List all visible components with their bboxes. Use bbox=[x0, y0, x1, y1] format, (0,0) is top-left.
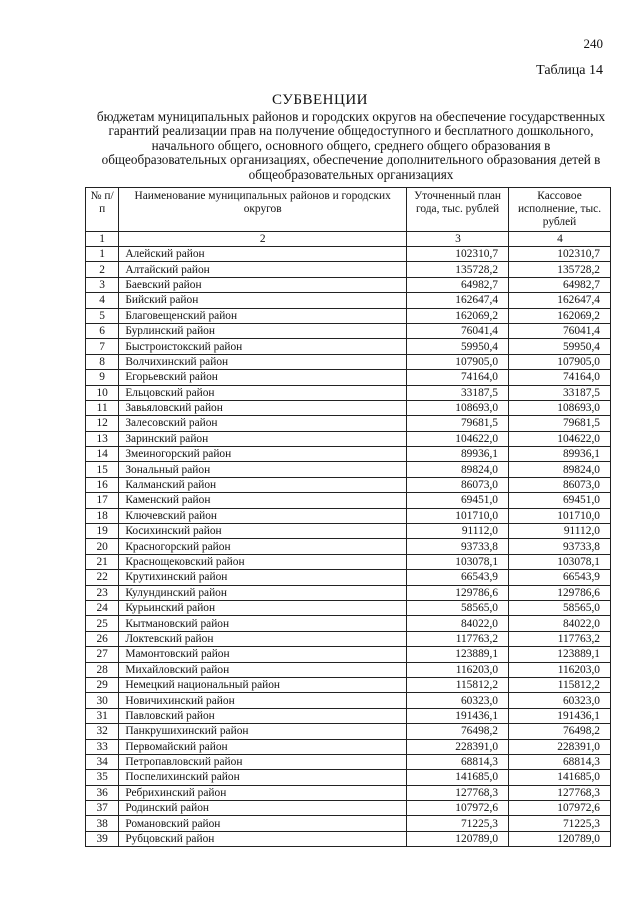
district-name: Курьинский район bbox=[119, 600, 407, 615]
district-name: Ребрихинский район bbox=[119, 785, 407, 800]
table-row bbox=[86, 323, 611, 338]
plan-value: 107972,6 bbox=[407, 801, 509, 816]
plan-value: 102310,7 bbox=[407, 247, 509, 262]
row-number: 30 bbox=[86, 693, 119, 708]
table-row bbox=[86, 647, 611, 662]
plan-value: 79681,5 bbox=[407, 416, 509, 431]
row-number: 23 bbox=[86, 585, 119, 600]
row-number: 9 bbox=[86, 370, 119, 385]
table-row bbox=[86, 785, 611, 800]
district-name: Петропавловский район bbox=[119, 754, 407, 769]
district-name: Егорьевский район bbox=[119, 370, 407, 385]
execution-value: 115812,2 bbox=[509, 677, 611, 692]
table-row bbox=[86, 616, 611, 631]
execution-value: 228391,0 bbox=[509, 739, 611, 754]
table-row bbox=[86, 477, 611, 492]
plan-value: 89936,1 bbox=[407, 447, 509, 462]
plan-value: 58565,0 bbox=[407, 600, 509, 615]
table-row bbox=[86, 262, 611, 277]
district-name: Поспелихинский район bbox=[119, 770, 407, 785]
plan-value: 191436,1 bbox=[407, 708, 509, 723]
row-number: 26 bbox=[86, 631, 119, 646]
table-row bbox=[86, 493, 611, 508]
district-name: Мамонтовский район bbox=[119, 647, 407, 662]
district-name: Павловский район bbox=[119, 708, 407, 723]
execution-value: 107972,6 bbox=[509, 801, 611, 816]
row-number: 13 bbox=[86, 431, 119, 446]
plan-value: 33187,5 bbox=[407, 385, 509, 400]
district-name: Красногорский район bbox=[119, 539, 407, 554]
district-name: Каменский район bbox=[119, 493, 407, 508]
document-title: СУБВЕНЦИИ bbox=[271, 92, 369, 108]
district-name: Алейский район bbox=[119, 247, 407, 262]
plan-value: 141685,0 bbox=[407, 770, 509, 785]
row-number: 20 bbox=[86, 539, 119, 554]
plan-value: 68814,3 bbox=[407, 754, 509, 769]
district-name: Залесовский район bbox=[119, 416, 407, 431]
table-row bbox=[86, 524, 611, 539]
row-number: 5 bbox=[86, 308, 119, 323]
row-number: 27 bbox=[86, 647, 119, 662]
district-name: Ельцовский район bbox=[119, 385, 407, 400]
row-number: 15 bbox=[86, 462, 119, 477]
page-number: 240 bbox=[583, 36, 603, 51]
plan-value: 123889,1 bbox=[407, 647, 509, 662]
table-row bbox=[86, 570, 611, 585]
plan-value: 59950,4 bbox=[407, 339, 509, 354]
row-number: 36 bbox=[86, 785, 119, 800]
row-number: 6 bbox=[86, 323, 119, 338]
table-row bbox=[86, 739, 611, 754]
plan-value: 60323,0 bbox=[407, 693, 509, 708]
row-number: 22 bbox=[86, 570, 119, 585]
plan-value: 69451,0 bbox=[407, 493, 509, 508]
table-row bbox=[86, 631, 611, 646]
table-row bbox=[86, 416, 611, 431]
district-name: Крутихинский район bbox=[119, 570, 407, 585]
table-row bbox=[86, 539, 611, 554]
execution-value: 102310,7 bbox=[509, 247, 611, 262]
district-name: Зональный район bbox=[119, 462, 407, 477]
plan-value: 127768,3 bbox=[407, 785, 509, 800]
execution-value: 84022,0 bbox=[509, 616, 611, 631]
district-name: Бийский район bbox=[119, 293, 407, 308]
row-number: 24 bbox=[86, 600, 119, 615]
execution-value: 86073,0 bbox=[509, 477, 611, 492]
table-row bbox=[86, 385, 611, 400]
plan-value: 129786,6 bbox=[407, 585, 509, 600]
table-row bbox=[86, 693, 611, 708]
table-row bbox=[86, 677, 611, 692]
execution-value: 116203,0 bbox=[509, 662, 611, 677]
plan-value: 89824,0 bbox=[407, 462, 509, 477]
row-number: 3 bbox=[86, 277, 119, 292]
execution-value: 103078,1 bbox=[509, 554, 611, 569]
execution-value: 123889,1 bbox=[509, 647, 611, 662]
plan-value: 86073,0 bbox=[407, 477, 509, 492]
plan-value: 71225,3 bbox=[407, 816, 509, 831]
table-row bbox=[86, 816, 611, 831]
row-number: 39 bbox=[86, 831, 119, 846]
district-name: Панкрушихинский район bbox=[119, 724, 407, 739]
table-row bbox=[86, 447, 611, 462]
execution-value: 79681,5 bbox=[509, 416, 611, 431]
row-number: 33 bbox=[86, 739, 119, 754]
row-number: 2 bbox=[86, 262, 119, 277]
plan-value: 104622,0 bbox=[407, 431, 509, 446]
plan-value: 103078,1 bbox=[407, 554, 509, 569]
district-name: Баевский район bbox=[119, 277, 407, 292]
row-number: 37 bbox=[86, 801, 119, 816]
row-number: 35 bbox=[86, 770, 119, 785]
table-row bbox=[86, 724, 611, 739]
execution-value: 91112,0 bbox=[509, 524, 611, 539]
table-label: Таблица 14 bbox=[536, 63, 603, 78]
plan-value: 228391,0 bbox=[407, 739, 509, 754]
district-name: Ключевский район bbox=[119, 508, 407, 523]
district-name: Бурлинский район bbox=[119, 323, 407, 338]
execution-value: 107905,0 bbox=[509, 354, 611, 369]
document-subtitle: бюджетам муниципальных районов и городских округов на обеспечение государственных гарантий реализации прав на получение общедоступного и бесплатного дошкольного, начального общего, основного общего, среднего общего образования в общеобразовательных организациях, обеспечение дополнительного образования детей в общеобразовательных организациях bbox=[96, 109, 606, 182]
row-number: 25 bbox=[86, 616, 119, 631]
plan-value: 135728,2 bbox=[407, 262, 509, 277]
district-name: Родинский район bbox=[119, 801, 407, 816]
table-header-row bbox=[86, 188, 611, 232]
row-number: 31 bbox=[86, 708, 119, 723]
column-index: 2 bbox=[119, 232, 407, 247]
execution-value: 59950,4 bbox=[509, 339, 611, 354]
execution-value: 71225,3 bbox=[509, 816, 611, 831]
table-row bbox=[86, 293, 611, 308]
execution-value: 58565,0 bbox=[509, 600, 611, 615]
plan-value: 117763,2 bbox=[407, 631, 509, 646]
district-name: Косихинский район bbox=[119, 524, 407, 539]
column-index: 4 bbox=[509, 232, 611, 247]
district-name: Благовещенский район bbox=[119, 308, 407, 323]
execution-value: 66543,9 bbox=[509, 570, 611, 585]
execution-value: 162647,4 bbox=[509, 293, 611, 308]
table-row bbox=[86, 308, 611, 323]
district-name: Романовский район bbox=[119, 816, 407, 831]
execution-value: 89824,0 bbox=[509, 462, 611, 477]
plan-value: 162069,2 bbox=[407, 308, 509, 323]
district-name: Локтевский район bbox=[119, 631, 407, 646]
row-number: 16 bbox=[86, 477, 119, 492]
table-row bbox=[86, 370, 611, 385]
district-name: Новичихинский район bbox=[119, 693, 407, 708]
table-row bbox=[86, 462, 611, 477]
district-name: Краснощековский район bbox=[119, 554, 407, 569]
plan-value: 66543,9 bbox=[407, 570, 509, 585]
execution-value: 69451,0 bbox=[509, 493, 611, 508]
execution-value: 127768,3 bbox=[509, 785, 611, 800]
plan-value: 116203,0 bbox=[407, 662, 509, 677]
execution-value: 120789,0 bbox=[509, 831, 611, 846]
district-name: Завьяловский район bbox=[119, 400, 407, 415]
table-row bbox=[86, 431, 611, 446]
plan-value: 76041,4 bbox=[407, 323, 509, 338]
district-name: Немецкий национальный район bbox=[119, 677, 407, 692]
plan-value: 76498,2 bbox=[407, 724, 509, 739]
district-name: Калманский район bbox=[119, 477, 407, 492]
district-name: Кытмановский район bbox=[119, 616, 407, 631]
row-number: 21 bbox=[86, 554, 119, 569]
execution-value: 76498,2 bbox=[509, 724, 611, 739]
row-number: 8 bbox=[86, 354, 119, 369]
execution-value: 191436,1 bbox=[509, 708, 611, 723]
table-row bbox=[86, 554, 611, 569]
plan-value: 93733,8 bbox=[407, 539, 509, 554]
column-index: 3 bbox=[407, 232, 509, 247]
plan-value: 84022,0 bbox=[407, 616, 509, 631]
row-number: 17 bbox=[86, 493, 119, 508]
row-number: 34 bbox=[86, 754, 119, 769]
row-number: 4 bbox=[86, 293, 119, 308]
execution-value: 101710,0 bbox=[509, 508, 611, 523]
table-body bbox=[86, 247, 611, 847]
district-name: Михайловский район bbox=[119, 662, 407, 677]
header-num: № п/п bbox=[86, 188, 119, 232]
plan-value: 115812,2 bbox=[407, 677, 509, 692]
district-name: Волчихинский район bbox=[119, 354, 407, 369]
table-row bbox=[86, 662, 611, 677]
execution-value: 104622,0 bbox=[509, 431, 611, 446]
table-row bbox=[86, 354, 611, 369]
district-name: Быстроистокский район bbox=[119, 339, 407, 354]
row-number: 18 bbox=[86, 508, 119, 523]
execution-value: 60323,0 bbox=[509, 693, 611, 708]
row-number: 7 bbox=[86, 339, 119, 354]
table-row bbox=[86, 708, 611, 723]
row-number: 11 bbox=[86, 400, 119, 415]
row-number: 1 bbox=[86, 247, 119, 262]
table-row bbox=[86, 247, 611, 262]
table-row bbox=[86, 770, 611, 785]
header-name: Наименование муниципальных районов и городских округов bbox=[119, 188, 407, 232]
execution-value: 129786,6 bbox=[509, 585, 611, 600]
execution-value: 68814,3 bbox=[509, 754, 611, 769]
header-exec: Кассовое исполнение, тыс. рублей bbox=[509, 188, 611, 232]
plan-value: 101710,0 bbox=[407, 508, 509, 523]
district-name: Змеиногорский район bbox=[119, 447, 407, 462]
execution-value: 162069,2 bbox=[509, 308, 611, 323]
district-name: Первомайский район bbox=[119, 739, 407, 754]
table-row bbox=[86, 400, 611, 415]
plan-value: 120789,0 bbox=[407, 831, 509, 846]
plan-value: 162647,4 bbox=[407, 293, 509, 308]
plan-value: 74164,0 bbox=[407, 370, 509, 385]
row-number: 32 bbox=[86, 724, 119, 739]
header-plan: Уточненный план года, тыс. рублей bbox=[407, 188, 509, 232]
column-index-row bbox=[86, 232, 611, 247]
district-name: Рубцовский район bbox=[119, 831, 407, 846]
row-number: 10 bbox=[86, 385, 119, 400]
execution-value: 141685,0 bbox=[509, 770, 611, 785]
column-index: 1 bbox=[86, 232, 119, 247]
table-row bbox=[86, 831, 611, 846]
district-name: Алтайский район bbox=[119, 262, 407, 277]
row-number: 29 bbox=[86, 677, 119, 692]
execution-value: 135728,2 bbox=[509, 262, 611, 277]
table-row bbox=[86, 754, 611, 769]
row-number: 38 bbox=[86, 816, 119, 831]
row-number: 28 bbox=[86, 662, 119, 677]
table-row bbox=[86, 277, 611, 292]
execution-value: 33187,5 bbox=[509, 385, 611, 400]
execution-value: 108693,0 bbox=[509, 400, 611, 415]
row-number: 19 bbox=[86, 524, 119, 539]
table-row bbox=[86, 339, 611, 354]
plan-value: 64982,7 bbox=[407, 277, 509, 292]
table-row bbox=[86, 508, 611, 523]
execution-value: 93733,8 bbox=[509, 539, 611, 554]
district-name: Заринский район bbox=[119, 431, 407, 446]
row-number: 14 bbox=[86, 447, 119, 462]
district-name: Кулундинский район bbox=[119, 585, 407, 600]
plan-value: 107905,0 bbox=[407, 354, 509, 369]
plan-value: 108693,0 bbox=[407, 400, 509, 415]
table-row bbox=[86, 585, 611, 600]
execution-value: 117763,2 bbox=[509, 631, 611, 646]
execution-value: 74164,0 bbox=[509, 370, 611, 385]
row-number: 12 bbox=[86, 416, 119, 431]
plan-value: 91112,0 bbox=[407, 524, 509, 539]
execution-value: 64982,7 bbox=[509, 277, 611, 292]
execution-value: 76041,4 bbox=[509, 323, 611, 338]
table-row bbox=[86, 801, 611, 816]
subventions-table bbox=[85, 187, 611, 847]
table-row bbox=[86, 600, 611, 615]
execution-value: 89936,1 bbox=[509, 447, 611, 462]
